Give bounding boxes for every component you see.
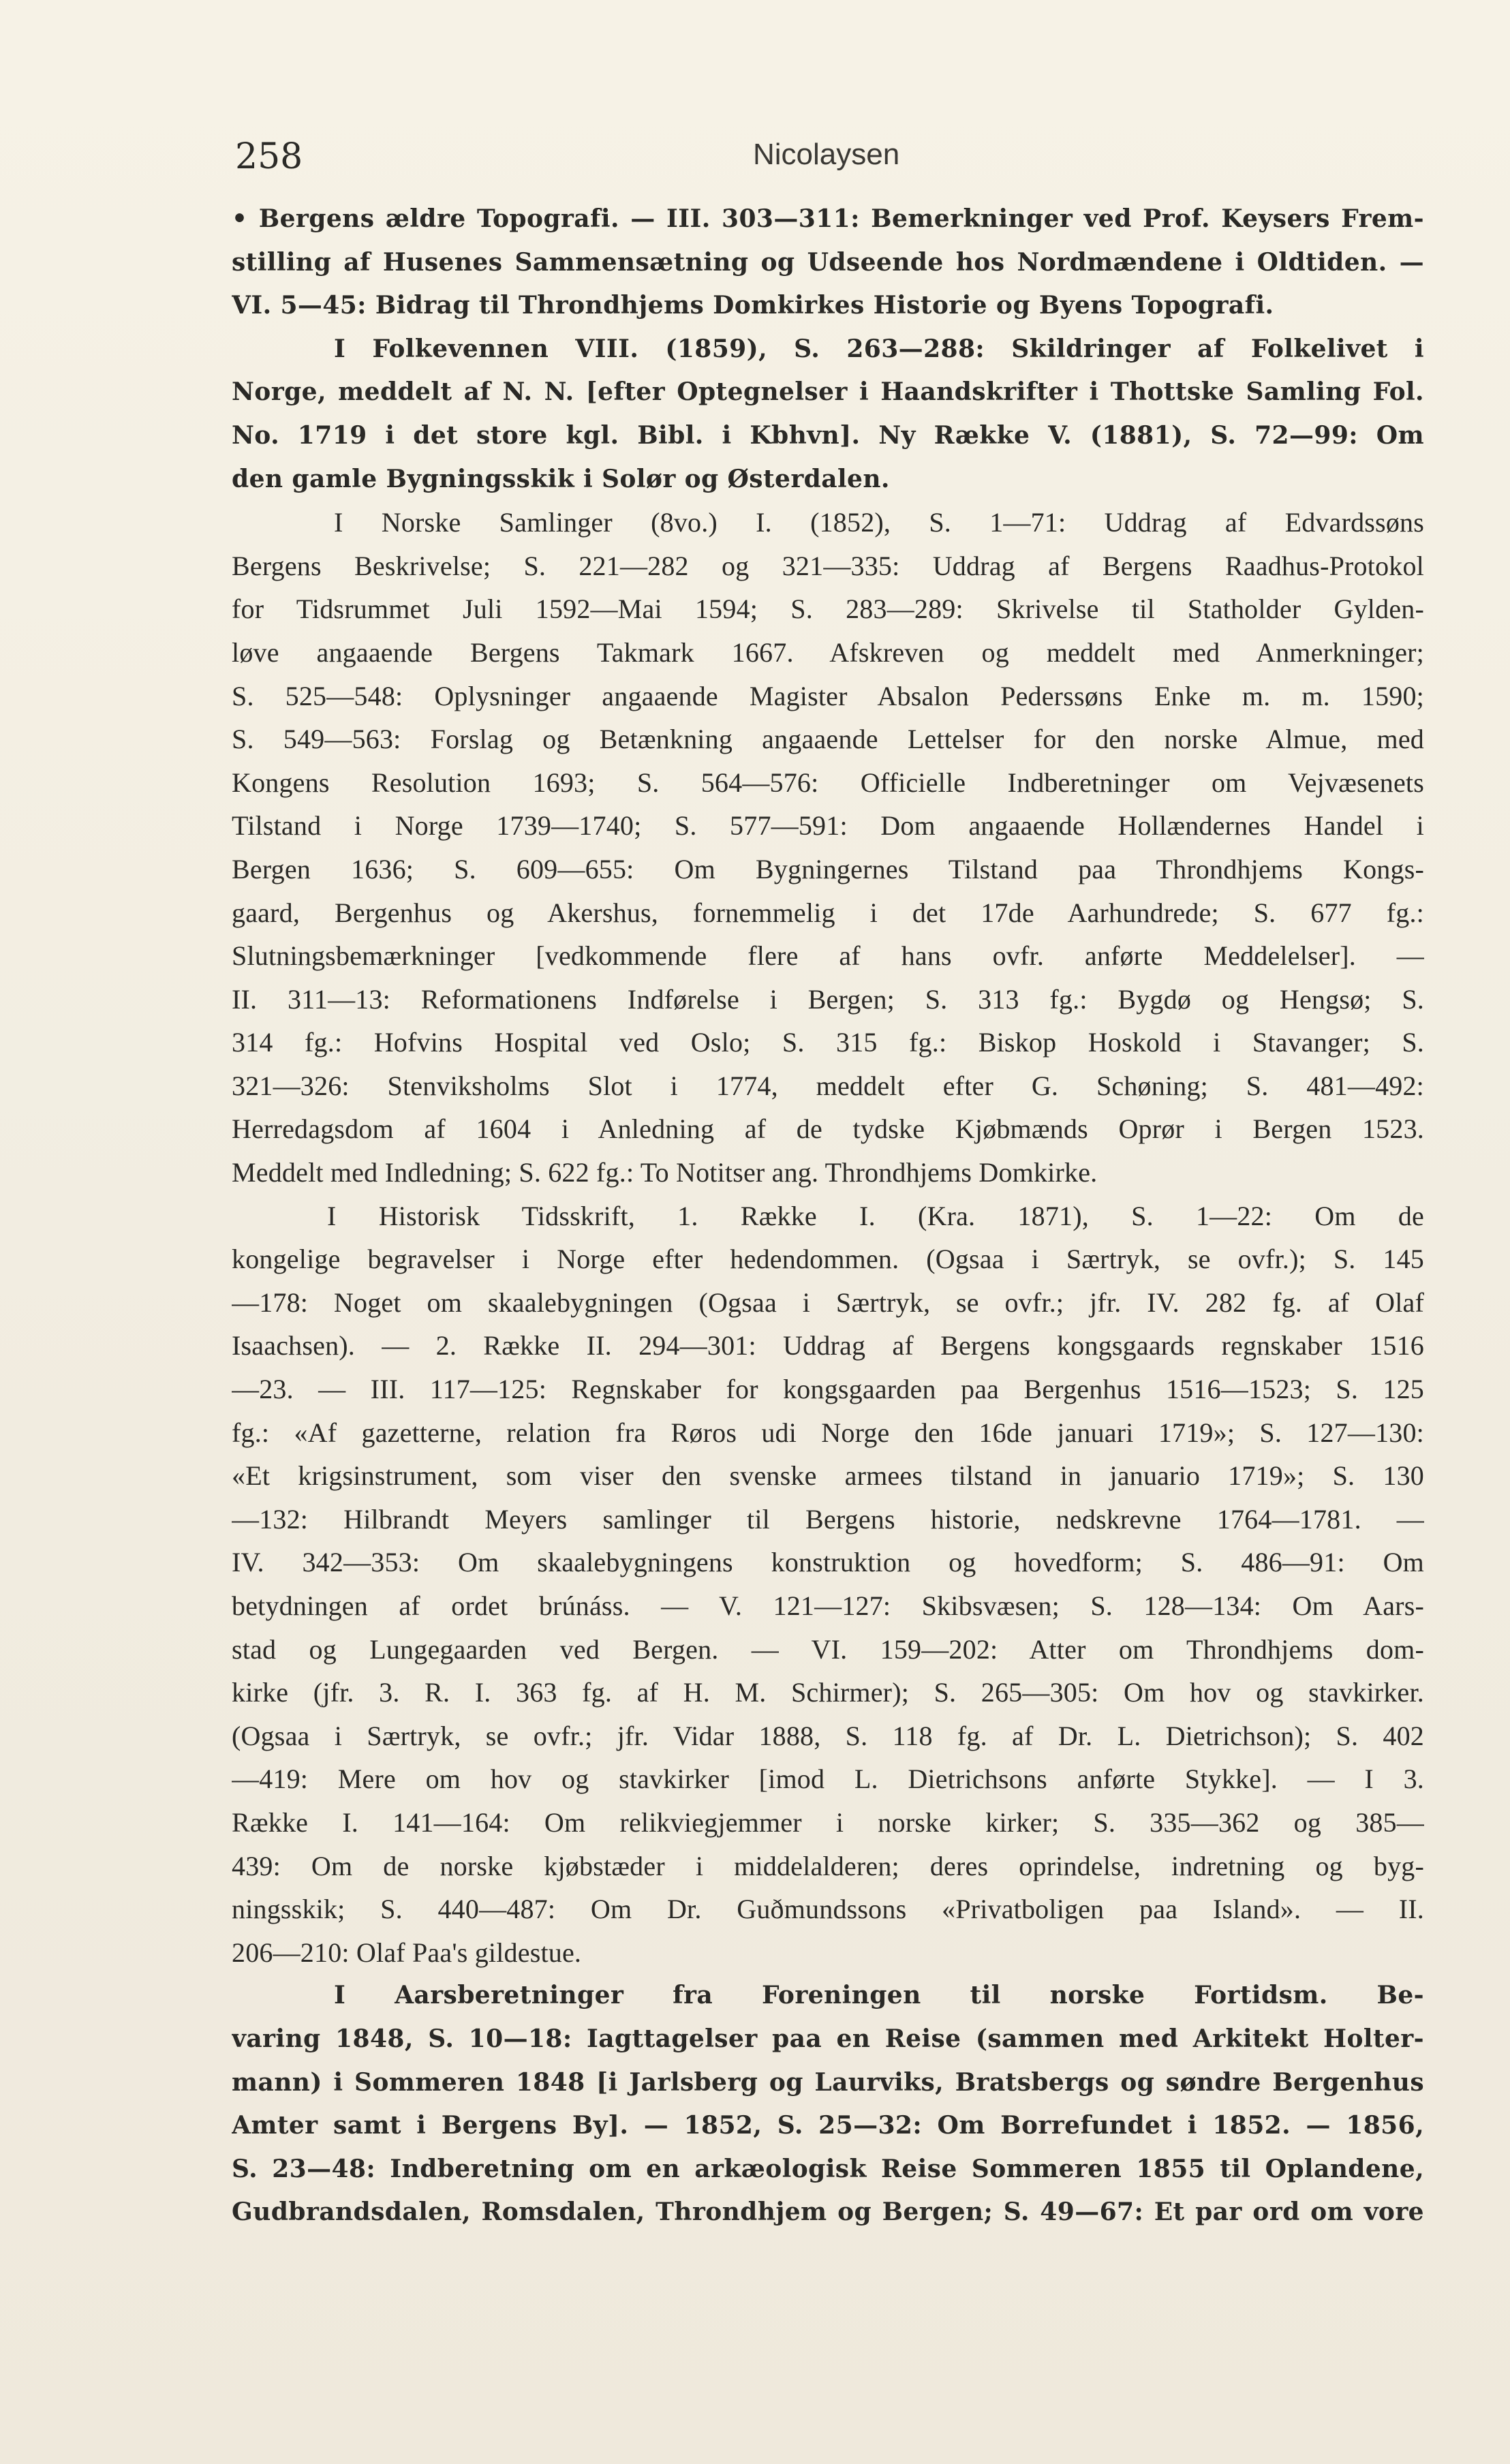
paragraph-folkevennen [232, 328, 1424, 501]
text-line: —132: Hilbrandt Meyers samlinger til Bergens historie, nedskrevne 1764—1781. — [232, 1503, 1424, 1535]
text-line: Kongens Resolution 1693; S. 564—576: Officielle Indberetninger om Vejvæsenets [232, 767, 1424, 798]
text-line: fg.: «Af gazetterne, relation fra Røros udi Norge den 16de januari 1719»; S. 127—130: [232, 1417, 1424, 1448]
text-line: betydningen af ordet brúnáss. — V. 121—127: Skibsvæsen; S. 128—134: Om Aars- [232, 1590, 1424, 1621]
text-line: kirke (jfr. 3. R. I. 363 fg. af H. M. Schirmer); S. 265—305: Om hov og stavkirker. [232, 1677, 1424, 1708]
text-line: S. 23—48: Indberetning om en arkæologisk Reise Sommeren 1855 til Oplandene, [232, 2154, 1424, 2183]
text-line: Herredagsdom af 1604 i Anledning af de tydske Kjøbmænds Oprør i Bergen 1523. [232, 1113, 1424, 1145]
paragraph-historisk-tidsskrift [232, 1195, 1424, 1975]
text-line: I Historisk Tidsskrift, 1. Række I. (Kra. 1871), S. 1—22: Om de [327, 1200, 1424, 1231]
text-line: mann) i Sommeren 1848 [i Jarlsberg og Laurviks, Bratsbergs og søndre Bergenhus [232, 2067, 1424, 2097]
text-line: Meddelt med Indledning; S. 622 fg.: To Notitser ang. Throndhjems Domkirke. [232, 1157, 1098, 1188]
text-line: 314 fg.: Hofvins Hospital ved Oslo; S. 315 fg.: Biskop Hoskold i Stavanger; S. [232, 1027, 1424, 1058]
text-line: ningsskik; S. 440—487: Om Dr. Guðmundssons «Privatboligen paa Island». — II. [232, 1894, 1424, 1925]
text-line: I Folkevennen VIII. (1859), S. 263—288: Skildringer af Folkelivet i [334, 334, 1424, 363]
text-line: I Norske Samlinger (8vo.) I. (1852), S. 1—71: Uddrag af Edvardssøns [334, 507, 1424, 538]
text-line: 206—210: Olaf Paa's gildestue. [232, 1937, 582, 1968]
text-line: (Ogsaa i Særtryk, se ovfr.; jfr. Vidar 1888, S. 118 fg. af Dr. L. Dietrichson); S. 402 [232, 1720, 1424, 1751]
text-line: —419: Mere om hov og stavkirker [imod L. Dietrichsons anførte Stykke]. — I 3. [232, 1764, 1424, 1795]
text-line: Isaachsen). — 2. Række II. 294—301: Uddrag af Bergens kongsgaards regnskaber 1516 [232, 1330, 1424, 1361]
text-line: gaard, Bergenhus og Akershus, fornemmelig i det 17de Aarhundrede; S. 677 fg.: [232, 897, 1424, 928]
text-line: No. 1719 i det store kgl. Bibl. i Kbhvn]. Ny Række V. (1881), S. 72—99: Om [232, 420, 1424, 450]
text-line: Slutningsbemærkninger [vedkommende flere af hans ovfr. anførte Meddelelser]. — [232, 940, 1424, 972]
text-line: Tilstand i Norge 1739—1740; S. 577—591: Dom angaaende Hollændernes Handel i [232, 810, 1424, 842]
text-line: stad og Lungegaarden ved Bergen. — VI. 159—202: Atter om Throndhjems dom- [232, 1633, 1424, 1665]
text-line: stilling af Husenes Sammensætning og Udseende hos Nordmændene i Oldtiden. — [232, 247, 1424, 277]
text-line: —23. — III. 117—125: Regnskaber for kongsgaarden paa Bergenhus 1516—1523; S. 125 [232, 1374, 1424, 1405]
text-column [232, 198, 1424, 2234]
text-line: Bergens Beskrivelse; S. 221—282 og 321—335: Uddrag af Bergens Raadhus-Protokol [232, 550, 1424, 581]
text-line: Bergen 1636; S. 609—655: Om Bygningernes Tilstand paa Throndhjems Kongs- [232, 853, 1424, 884]
text-line: Række I. 141—164: Om relikviegjemmer i norske kirker; S. 335—362 og 385— [232, 1806, 1424, 1838]
text-line: «Et krigsinstrument, som viser den svenske armees tilstand in januario 1719»; S. 130 [232, 1460, 1424, 1492]
paragraph-bergens-topografi [232, 198, 1424, 328]
text-line: Norge, meddelt af N. N. [efter Optegnelser i Haandskrifter i Thottske Samling Fol. [232, 378, 1424, 407]
text-line: den gamle Bygningsskik i Solør og Østerdalen. [232, 464, 890, 493]
text-line: kongelige begravelser i Norge efter hedendommen. (Ogsaa i Særtryk, se ovfr.); S. 145 [232, 1244, 1424, 1275]
running-head: Nicolaysen [753, 138, 900, 171]
text-line: for Tidsrummet Juli 1592—Mai 1594; S. 283—289: Skrivelse til Statholder Gylden- [232, 594, 1424, 625]
text-line: I Aarsberetninger fra Foreningen til norske Fortidsm. Be- [334, 1981, 1424, 2010]
text-line: IV. 342—353: Om skaalebygningens konstruktion og hovedform; S. 486—91: Om [232, 1547, 1424, 1578]
text-line: II. 311—13: Reformationens Indførelse i Bergen; S. 313 fg.: Bygdø og Hengsø; S. [232, 983, 1424, 1015]
text-line: S. 549—563: Forslag og Betænkning angaaende Lettelser for den norske Almue, med [232, 724, 1424, 755]
text-line: 321—326: Stenviksholms Slot i 1774, meddelt efter G. Schøning; S. 481—492: [232, 1070, 1424, 1101]
page-header [235, 123, 1424, 184]
text-line: Amter samt i Bergens By]. — 1852, S. 25—32: Om Borrefundet i 1852. — 1856, [232, 2111, 1424, 2140]
text-line: varing 1848, S. 10—18: Iagttagelser paa en Reise (sammen med Arkitekt Holter- [232, 2024, 1424, 2053]
text-line: løve angaaende Bergens Takmark 1667. Afskreven og meddelt med Anmerkninger; [232, 636, 1424, 668]
text-line: Gudbrandsdalen, Romsdalen, Throndhjem og Bergen; S. 49—67: Et par ord om vore [232, 2198, 1424, 2227]
paragraph-norske-samlinger [232, 501, 1424, 1195]
paragraph-aarsberetninger [232, 1974, 1424, 2234]
text-line: • Bergens ældre Topografi. — III. 303—311: Bemerkninger ved Prof. Keysers Frem- [232, 204, 1424, 233]
text-line: —178: Noget om skaalebygningen (Ogsaa i Særtryk, se ovfr.; jfr. IV. 282 fg. af Olaf [232, 1287, 1424, 1318]
text-line: 439: Om de norske kjøbstæder i middelalderen; deres oprindelse, indretning og byg- [232, 1850, 1424, 1881]
text-line: VI. 5—45: Bidrag til Throndhjems Domkirkes Historie og Byens Topografi. [232, 291, 1274, 320]
page-number: 258 [235, 136, 303, 177]
text-line: S. 525—548: Oplysninger angaaende Magister Absalon Pederssøns Enke m. m. 1590; [232, 680, 1424, 711]
